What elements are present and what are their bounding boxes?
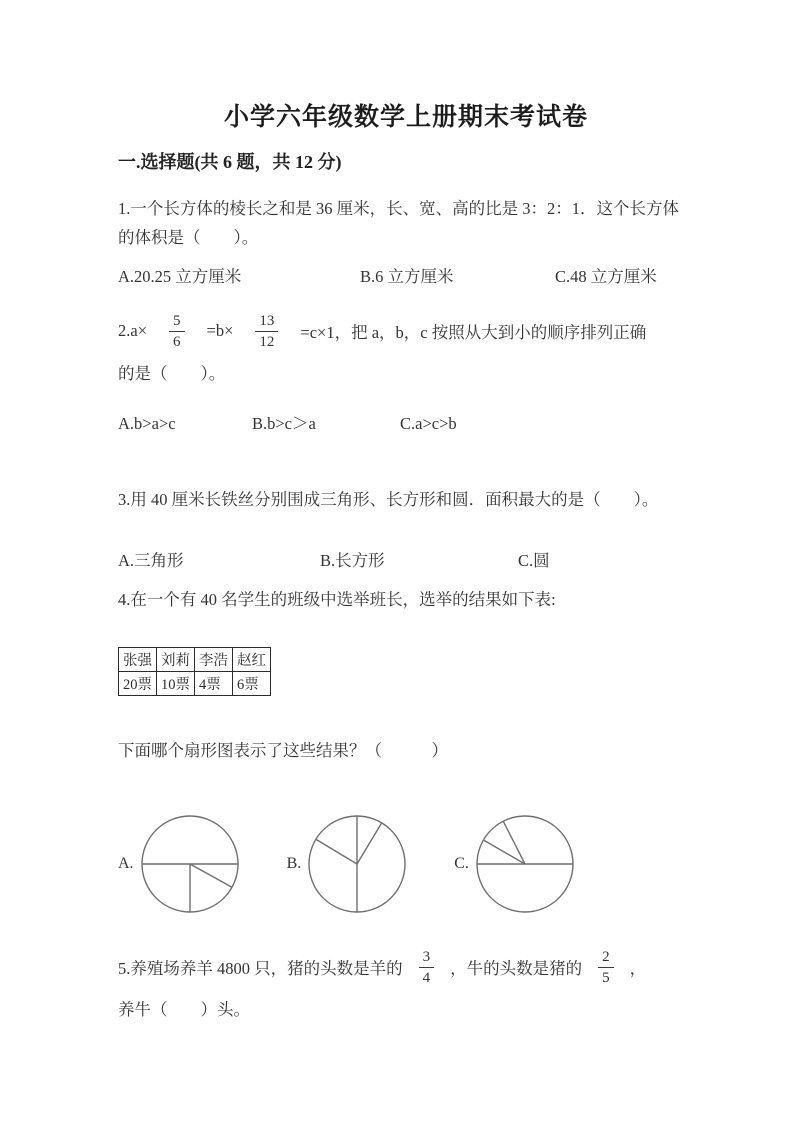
- question-5-line1: [118, 946, 694, 988]
- vote-count-cell: 4票: [195, 672, 233, 696]
- option-1b: B.6 立方厘米: [360, 267, 454, 286]
- pie-label-c: C.: [454, 855, 469, 872]
- question-2-options: [118, 413, 694, 435]
- votes-table: [118, 647, 271, 696]
- pie-option-b: [287, 812, 410, 916]
- option-2b: B.b>c＞a: [252, 414, 316, 433]
- question-2-suffix: =c×1，把 a，b，c 按照从大到小的顺序排列正确: [300, 323, 647, 342]
- fraction-2-5: [598, 948, 614, 987]
- vote-count-cell: 6票: [233, 672, 271, 696]
- option-1c: C.48 立方厘米: [555, 267, 657, 286]
- fraction-denominator: 12: [259, 333, 275, 350]
- vote-count-cell: 10票: [157, 672, 195, 696]
- pie-chart-c: [473, 812, 577, 916]
- fraction-numerator: 3: [419, 948, 435, 968]
- option-3a: A.三角形: [118, 551, 184, 570]
- question-1-text: [118, 194, 694, 252]
- question-2-mid: =b×: [206, 321, 234, 340]
- pie-label-b: B.: [286, 855, 302, 872]
- pie-chart-b: [305, 812, 409, 916]
- pie-chart-a: [138, 812, 242, 916]
- vote-count-cell: 20票: [119, 672, 157, 696]
- question-5-tail: ，: [629, 959, 647, 978]
- option-3b: B.长方形: [320, 551, 385, 570]
- votes-table-value-row: [119, 672, 271, 696]
- pie-label-a: A.: [118, 855, 134, 872]
- pie-chart-row: [118, 812, 694, 916]
- question-4-text: 4.在一个有 40 名学生的班级中选举班长，选举的结果如下表:: [118, 590, 556, 609]
- question-1-options: [118, 266, 694, 288]
- fraction-13-12: [255, 312, 278, 351]
- option-2c: C.a>c>b: [400, 414, 457, 433]
- candidate-name-cell: 张强: [119, 648, 157, 672]
- fraction-3-4: [419, 948, 435, 987]
- question-3-options: [118, 550, 694, 572]
- question-1-line1: 1.一个长方体的棱长之和是 36 厘米，长、宽、高的比是 3：2：1．这个长方体: [118, 199, 679, 218]
- candidate-name-cell: 李浩: [195, 648, 233, 672]
- fraction-denominator: 4: [422, 969, 431, 986]
- fraction-denominator: 5: [602, 969, 610, 986]
- fraction-numerator: 2: [598, 948, 614, 968]
- section-heading: 一.选择题(共 6 题，共 12 分): [118, 152, 342, 172]
- question-2-line1: [118, 305, 694, 357]
- question-1-line2: 的体积是（ ）。: [118, 228, 259, 247]
- question-5-line2: 养牛（ ）头。: [118, 1000, 250, 1019]
- page-title: 小学六年级数学上册期末考试卷: [223, 103, 588, 131]
- fraction-5-6: [169, 312, 185, 351]
- question-5-mid: ，牛的头数是猪的: [450, 959, 583, 978]
- option-3c: C.圆: [518, 551, 550, 570]
- option-2a: A.b>a>c: [118, 414, 176, 433]
- question-3-text: 3.用 40 厘米长铁丝分别围成三角形、长方形和圆．面积最大的是（ ）。: [118, 490, 659, 509]
- candidate-name-cell: 赵红: [233, 648, 271, 672]
- fraction-denominator: 6: [173, 333, 181, 350]
- question-2-prefix: 2.a×: [118, 321, 148, 340]
- fraction-numerator: 5: [169, 312, 185, 332]
- pie-option-a: [118, 812, 242, 916]
- pie-option-c: [454, 812, 577, 916]
- candidate-name-cell: 刘莉: [157, 648, 195, 672]
- votes-table-header-row: [119, 648, 271, 672]
- question-4-question: 下面哪个扇形图表示了这些结果？（ ）: [118, 741, 448, 760]
- option-1a: A.20.25 立方厘米: [118, 267, 242, 286]
- fraction-numerator: 13: [255, 312, 278, 332]
- question-2-line2: 的是（ ）。: [118, 364, 226, 383]
- question-5-prefix: 5.养殖场养羊 4800 只，猪的头数是羊的: [118, 959, 403, 978]
